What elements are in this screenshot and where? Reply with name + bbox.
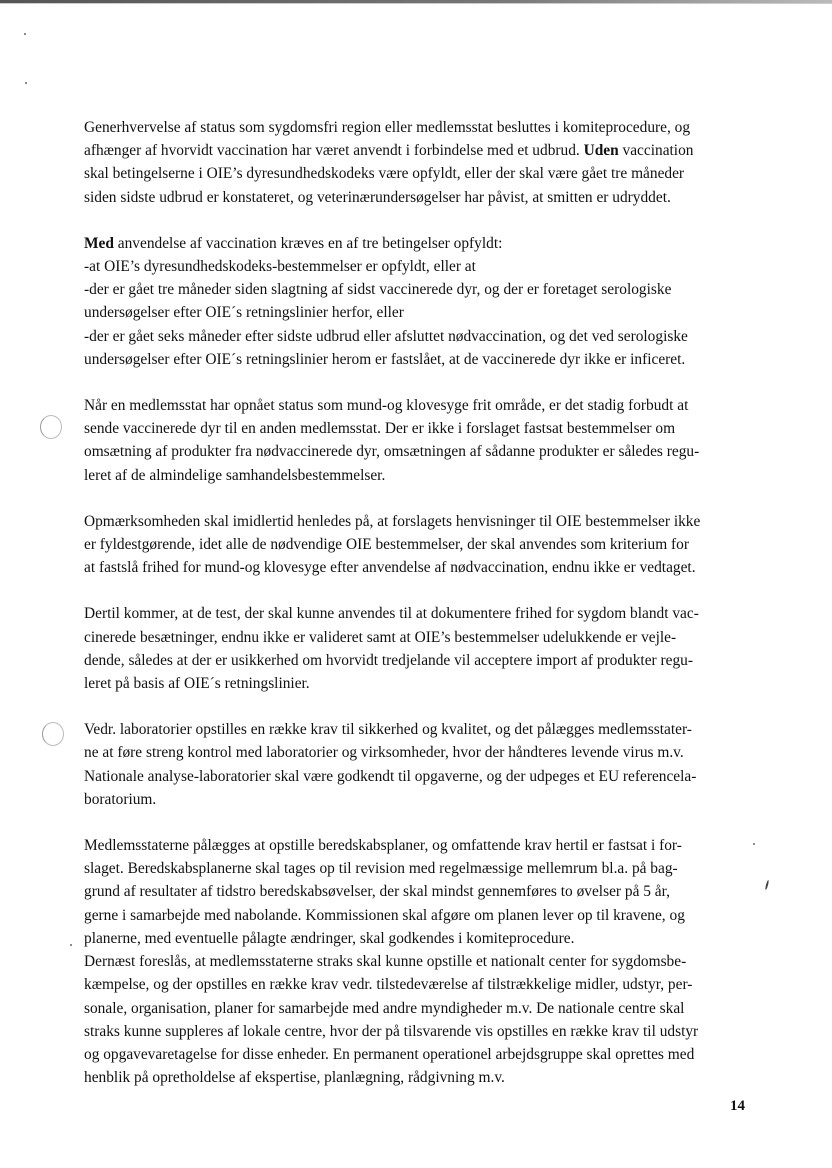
text-line: sende vaccinerede dyr til en anden medlemsstat. Der er ikke i forslaget fastsat bestemmelser om <box>84 420 676 438</box>
scan-speck <box>765 880 770 890</box>
paragraph-national-centre <box>84 950 750 1089</box>
text-line: leret af de almindelige samhandelsbestemmelser. <box>84 466 386 484</box>
text-line: Medlemsstaterne pålægges at opstille beredskabsplaner, og omfattende krav hertil er fastsat i for- <box>84 837 682 855</box>
text-line <box>84 139 750 162</box>
condition-item: -der er gået tre måneder siden slagtning af sidst vaccinerede dyr, og der er foretaget serologiske <box>84 281 672 299</box>
paragraph-free-area <box>84 394 750 487</box>
text-line: Nationale analyse-laboratorier skal være godkendt til opgaverne, og der udpeges et EU referencela- <box>84 767 697 785</box>
punch-hole-mark <box>42 722 64 746</box>
text-line: Dertil kommer, at de test, der skal kunne anvendes til at dokumentere frihed for sygdom blandt vac- <box>84 605 699 623</box>
text-line: dende, således at der er usikkerhed om hvorvidt tredjelande vil acceptere import af produkter regu- <box>84 651 693 669</box>
text-segment: vaccination <box>618 142 694 160</box>
text-line: skal betingelserne i OIE’s dyresundhedskodeks være opfyldt, eller der skal være gået tre måneder <box>84 165 685 183</box>
text-line: undersøgelser efter OIE´s retningslinier herom er fastslået, at de vaccinerede dyr ikke er inficeret. <box>84 350 686 368</box>
scan-speck <box>24 33 26 35</box>
text-line: slaget. Beredskabsplanerne skal tages op til revision med regelmæssige mellemrum bl.a. på bag- <box>84 860 678 878</box>
text-line: ne at føre streng kontrol med laboratorier og virksomheder, hvor der håndteres levende virus m.v. <box>84 744 684 762</box>
bold-term-uden: Uden <box>583 142 619 160</box>
text-line: sonale, organisation, planer for samarbejde med andre myndigheder m.v. De nationale centre skal <box>84 999 685 1017</box>
paragraph-oie-references <box>84 510 750 580</box>
condition-item: -at OIE’s dyresundhedskodeks-bestemmelser er opfyldt, eller at <box>84 258 476 276</box>
text-line: omsætning af produkter fra nødvaccinerede dyr, omsætningen af sådanne produkter er således regu- <box>84 443 700 461</box>
text-line: straks kunne suppleres af lokale centre, hvor der på tilsvarende vis opstilles en række krav til udstyr <box>84 1022 699 1040</box>
paragraph-vaccination-conditions <box>84 232 750 371</box>
text-line: leret på basis af OIE´s retningslinier. <box>84 675 310 693</box>
document-body <box>84 116 750 1089</box>
text-line: siden sidste udbrud er konstateret, og veterinærundersøgelser har påvist, at smitten er udryddet. <box>84 188 671 206</box>
text-line: undersøgelser efter OIE´s retningslinier herfor, eller <box>84 304 404 322</box>
text-line: henblik på opretholdelse af ekspertise, planlægning, rådgivning m.v. <box>84 1069 505 1087</box>
text-line: Dernæst foreslås, at medlemsstaterne straks skal kunne opstille et nationalt center for sygdomsbe- <box>84 953 687 971</box>
text-line: er fyldestgørende, idet alle de nødvendige OIE bestemmelser, der skal anvendes som kriterium for <box>84 536 689 554</box>
bold-term-med: Med <box>84 234 114 252</box>
page-number: 14 <box>730 1098 745 1114</box>
text-segment: afhænger af hvorvidt vaccination har været anvendt i forbindelse med et udbrud. <box>84 142 584 160</box>
text-line: boratorium. <box>84 790 157 808</box>
text-line: og opgavevaretagelse for disse enheder. En permanent operationel arbejdsgruppe skal oprettes med <box>84 1045 695 1063</box>
paragraph-tests <box>84 602 750 695</box>
scan-speck <box>753 843 755 845</box>
text-line: Vedr. laboratorier opstilles en række krav til sikkerhed og kvalitet, og det pålægges medlemsstater- <box>84 721 692 739</box>
condition-item: -der er gået seks måneder efter sidste udbrud eller afsluttet nødvaccination, og det ved serologiske <box>84 327 688 345</box>
text-line: kæmpelse, og der opstilles en række krav vedr. tilstedeværelse af tilstrækkelige midler, udstyr, per- <box>84 976 693 994</box>
paragraph-status-recovery <box>84 116 750 209</box>
text-line: cinerede besætninger, endnu ikke er valideret samt at OIE’s bestemmelser udelukkende er vejle- <box>84 628 677 646</box>
page-top-edge-shadow <box>0 3 832 4</box>
text-line: grund af resultater af tidstro beredskabsøvelser, der skal mindst gennemføres to øvelser på 5 år, <box>84 883 670 901</box>
text-line: Generhvervelse af status som sygdomsfri region eller medlemsstat besluttes i komiteprocedure, og <box>84 119 691 136</box>
text-line: planerne, med eventuelle pålagte ændringer, skal godkendes i komiteprocedure. <box>84 929 575 947</box>
text-line: Opmærksomheden skal imidlertid henledes på, at forslagets henvisninger til OIE bestemmelser ikke <box>84 512 701 530</box>
text-segment: anvendelse af vaccination kræves en af tre betingelser opfyldt: <box>113 234 503 252</box>
text-line: Når en medlemsstat har opnået status som mund-og klovesyge frit område, er det stadig forbudt at <box>84 397 689 415</box>
text-line <box>84 232 750 255</box>
scan-speck <box>70 944 72 946</box>
punch-hole-mark <box>40 415 62 439</box>
scan-speck <box>25 82 27 84</box>
text-line: gerne i samarbejde med nabolande. Kommissionen skal afgøre om planen lever op til kravene, og <box>84 906 685 924</box>
text-line: at fastslå frihed for mund-og klovesyge efter anvendelse af nødvaccination, endnu ikke er vedtaget. <box>84 559 696 577</box>
paragraph-laboratories <box>84 718 750 811</box>
paragraph-contingency-plans <box>84 834 750 950</box>
